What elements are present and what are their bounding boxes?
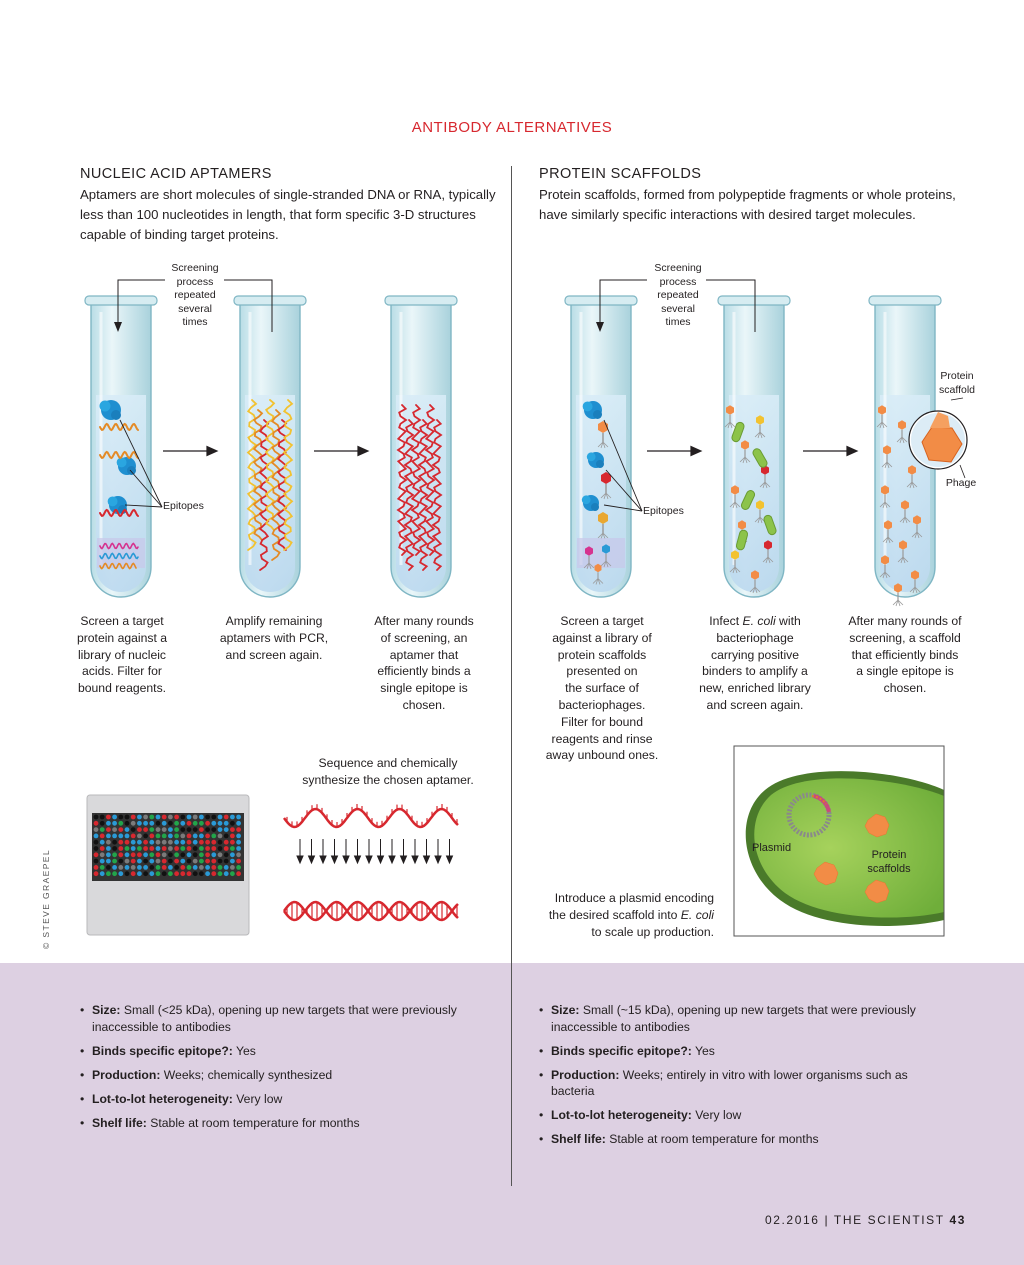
property-item: • Production: Weeks; entirely in vitro with lower organisms such as bacteria [539, 1067, 941, 1100]
microarray-chip [87, 795, 249, 935]
epitopes-label-right: Epitopes [643, 505, 684, 517]
caption-left-3: After many rounds of screening, an aptamer that efficiently binds a single epitope is chosen. [374, 614, 474, 712]
phage-label: Phage [945, 477, 977, 489]
synthesis-strands [284, 804, 458, 920]
left-intro: Aptamers are short molecules of single-stranded DNA or RNA, typically less than 100 nucleotides in length, that form specific 3-D structures capable of binding target proteins. [80, 187, 496, 242]
epitopes-label-left: Epitopes [163, 500, 204, 512]
left-heading: NUCLEIC ACID APTAMERS [80, 166, 272, 182]
tube-1 [85, 296, 157, 597]
screening-label-right: Screening process repeated several times [654, 262, 702, 328]
property-item: • Binds specific epitope?: Yes [80, 1043, 482, 1060]
property-item: • Shelf life: Stable at room temperature for months [539, 1131, 941, 1148]
photo-credit: © STEVE GRAEPEL [41, 849, 51, 950]
property-item: • Lot-to-lot heterogeneity: Very low [539, 1107, 941, 1124]
protein-scaffolds-label: Protein scaffolds [867, 849, 911, 875]
property-item: • Binds specific epitope?: Yes [539, 1043, 941, 1060]
property-item: • Size: Small (<25 kDa), opening up new targets that were previously inaccessible to antibodies [80, 1002, 482, 1035]
screening-label-left: Screening process repeated several times [171, 262, 219, 328]
tube-2 [234, 296, 306, 597]
page-title: ANTIBODY ALTERNATIVES [411, 119, 613, 136]
left-properties [80, 1002, 482, 1139]
property-item: • Shelf life: Stable at room temperature for months [80, 1115, 482, 1132]
protein-scaffold-label: Protein scaffold [939, 370, 975, 396]
left-tubes [85, 296, 457, 597]
right-heading: PROTEIN SCAFFOLDS [539, 166, 702, 182]
caption-right-1: Screen a target against a library of protein scaffolds presented on the surface of bacteriophages. Filter for bound reagents and rinse away unbound ones. [545, 614, 659, 763]
plasmid-label: Plasmid [752, 842, 792, 854]
tube-3 [385, 296, 457, 597]
property-item: • Lot-to-lot heterogeneity: Very low [80, 1091, 482, 1108]
right-properties [539, 1002, 941, 1155]
right-tubes [565, 296, 941, 606]
caption-right-2: Infect E. coli with bacteriophage carrying positive binders to amplify a new, enriched library and screen again. [699, 614, 811, 712]
right-intro: Protein scaffolds, formed from polypeptide fragments or whole proteins, have similarly specific interactions with desired target molecules. [539, 187, 956, 222]
property-item: • Production: Weeks; chemically synthesized [80, 1067, 482, 1084]
property-item: • Size: Small (~15 kDa), opening up new targets that were previously inaccessible to antibodies [539, 1002, 941, 1035]
caption-left-1: Screen a target protein against a library of nucleic acids. Filter for bound reagents. [76, 614, 168, 696]
caption-right-3: After many rounds of screening, a scaffold that efficiently binds a single epitope is chosen. [848, 614, 962, 696]
page-footer: 02.2016 | THE SCIENTIST 43 [764, 1213, 966, 1227]
synthesis-caption: Sequence and chemically synthesize the chosen aptamer. [302, 756, 474, 787]
ecoli-caption: Introduce a plasmid encoding the desired scaffold into E. coli to scale up production. [548, 891, 714, 939]
caption-left-2: Amplify remaining aptamers with PCR, and screen again. [219, 614, 329, 662]
ecoli-panel [734, 746, 944, 936]
tube-5 [718, 296, 790, 597]
tube-4 [565, 296, 637, 597]
